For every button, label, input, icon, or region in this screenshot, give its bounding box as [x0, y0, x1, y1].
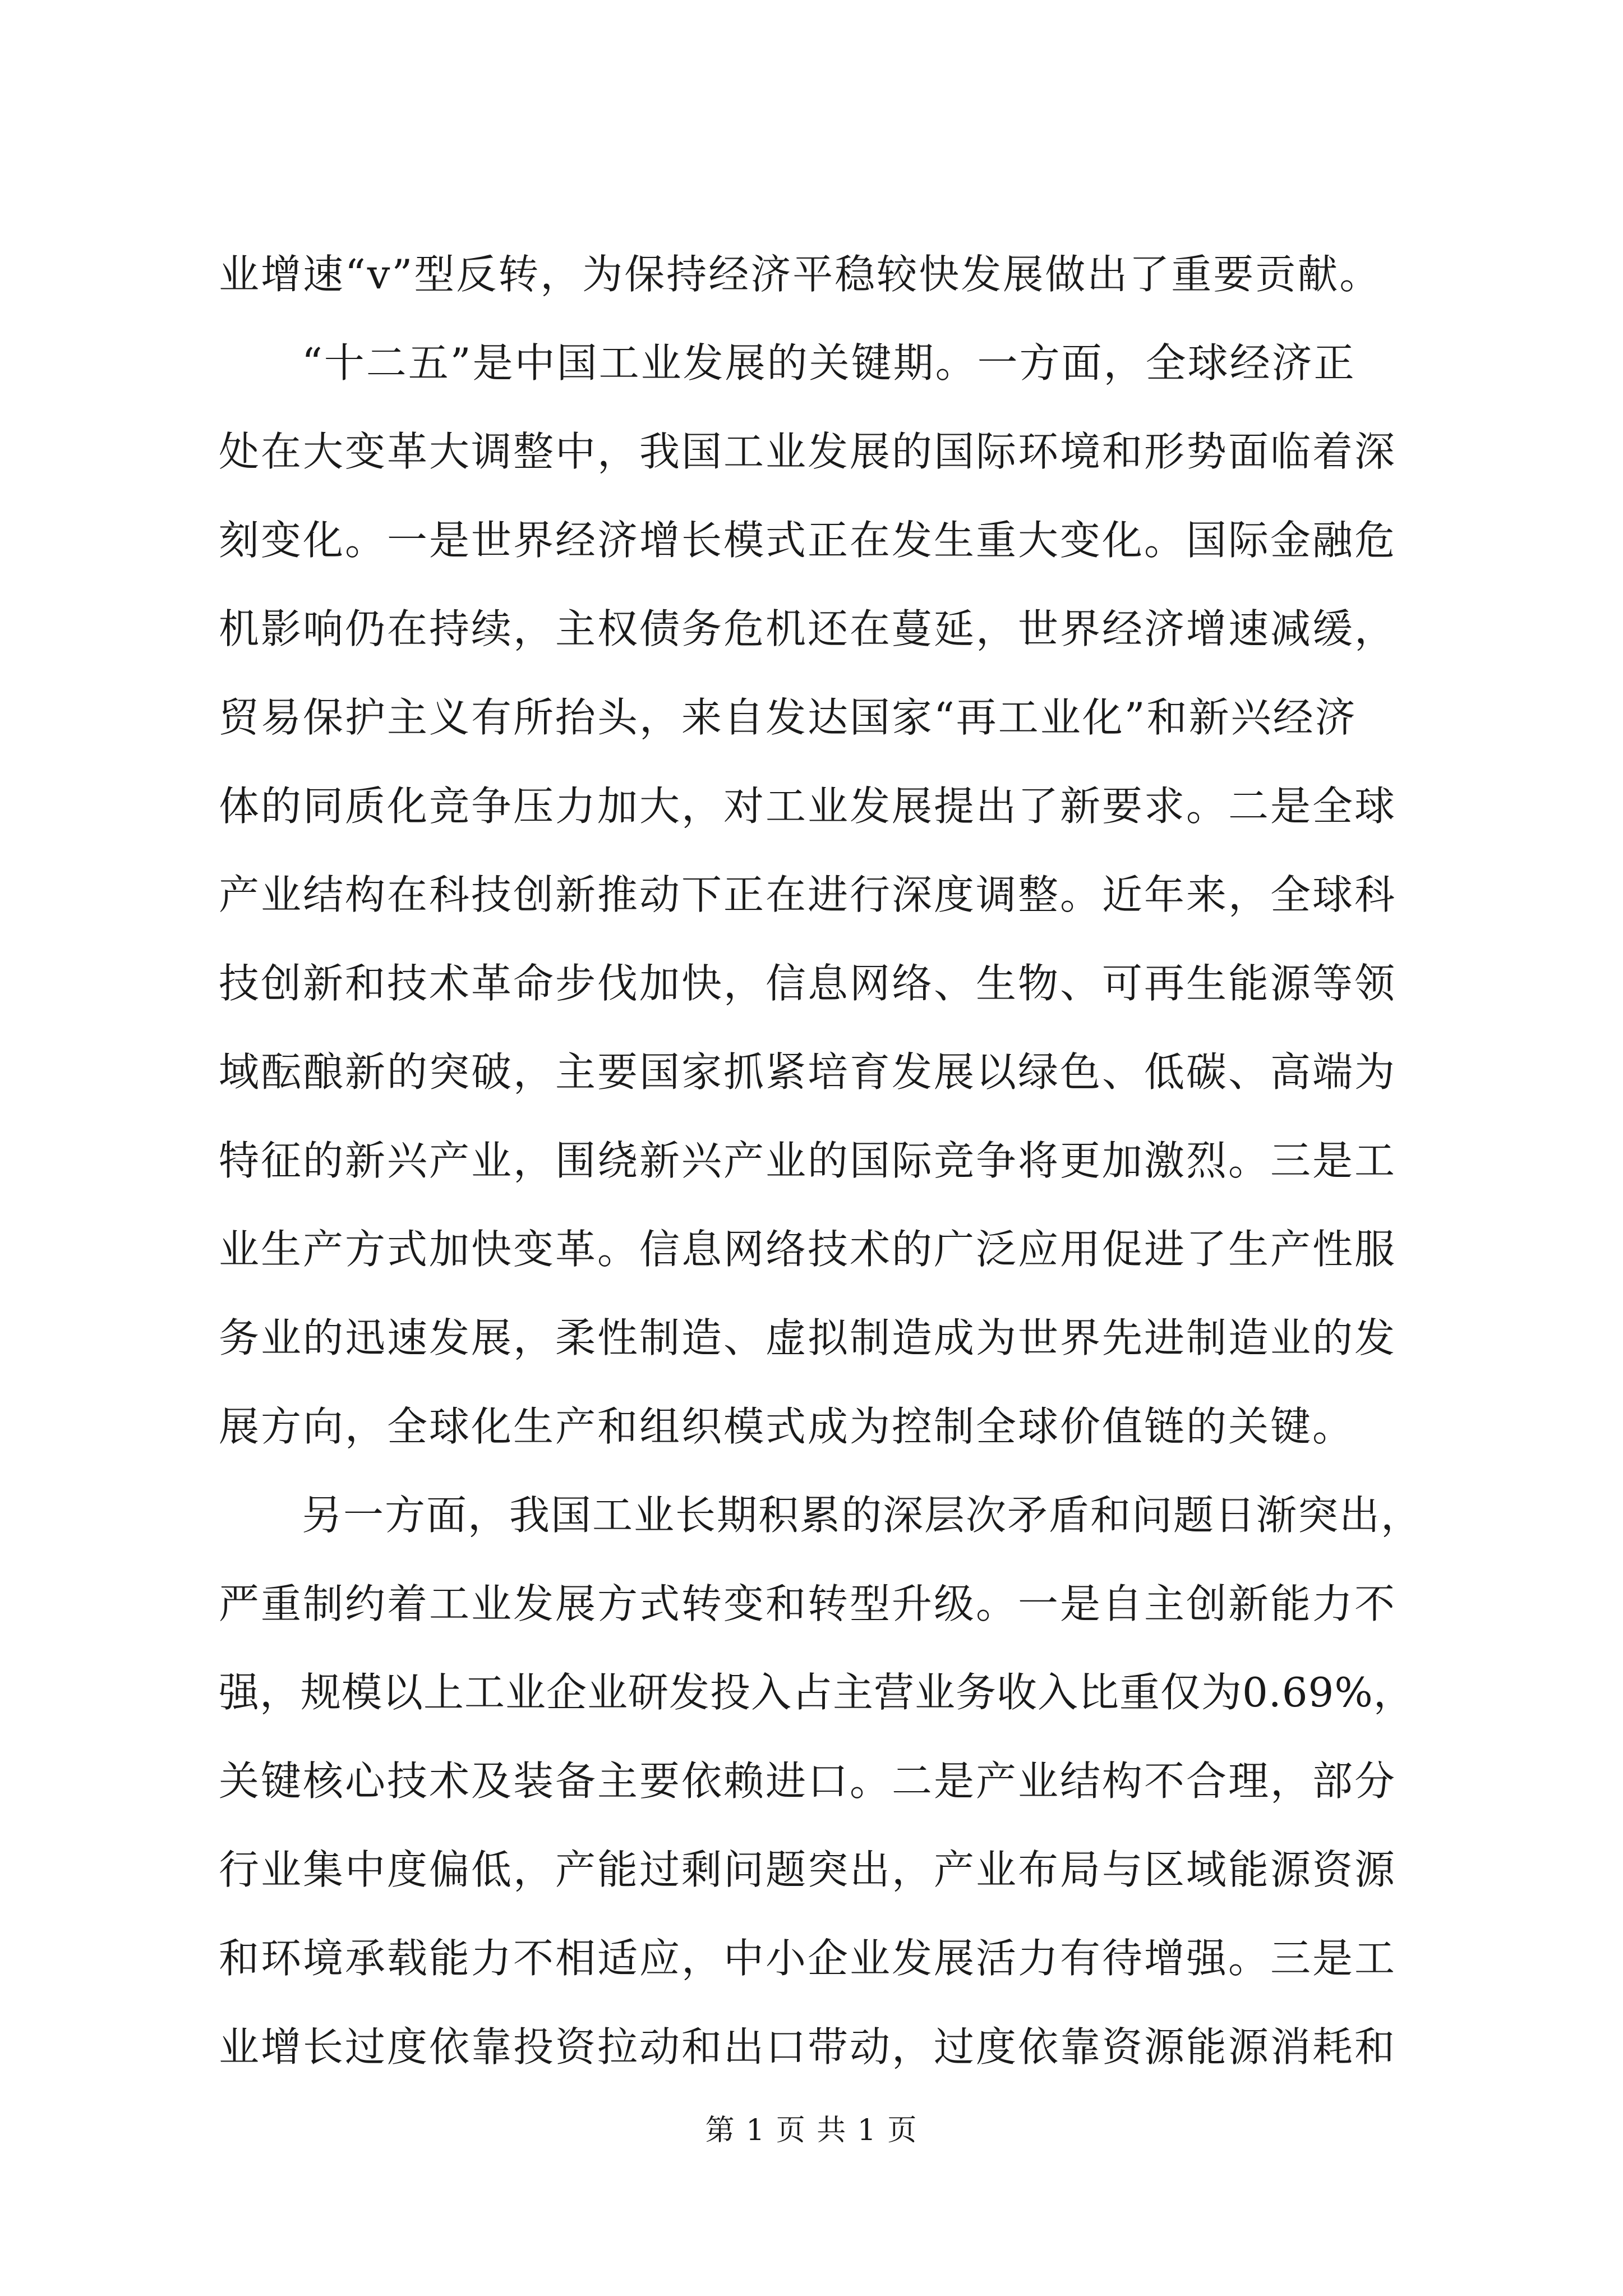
text-line: 域酝酿新的突破，主要国家抓紧培育发展以绿色、低碳、高端为: [219, 1048, 1397, 1096]
document-body: [219, 230, 1430, 2091]
text-line: “十二五”是中国工业发展的关键期。一方面，全球经济正: [302, 339, 1356, 386]
text-line: 刻变化。一是世界经济增长模式正在发生重大变化。国际金融危: [219, 517, 1397, 564]
text-line: 体的同质化竞争压力加大，对工业发展提出了新要求。二是全球: [219, 783, 1397, 830]
text-line: 机影响仍在持续，主权债务危机还在蔓延，世界经济增速减缓，: [219, 605, 1397, 652]
text-line: 关键核心技术及装备主要依赖进口。二是产业结构不合理，部分: [219, 1757, 1397, 1805]
text-line: 业生产方式加快变革。信息网络技术的广泛应用促进了生产性服: [219, 1226, 1397, 1273]
text-line: 产业结构在科技创新推动下正在进行深度调整。近年来，全球科: [219, 871, 1397, 918]
page-footer: 第 1 页 共 1 页: [705, 2114, 918, 2147]
text-line: 另一方面，我国工业长期积累的深层次矛盾和问题日渐突出，: [302, 1492, 1423, 1539]
text-line: 业增速“v”型反转，为保持经济平稳较快发展做出了重要贡献。: [219, 251, 1382, 298]
text-line: 强，规模以上工业企业研发投入占主营业务收入比重仅为0.69%，: [219, 1669, 1414, 1716]
text-line: 行业集中度偏低，产能过剩问题突出，产业布局与区域能源资源: [219, 1846, 1397, 1893]
text-line: 贸易保护主义有所抬头，来自发达国家“再工业化”和新兴经济: [219, 694, 1357, 741]
text-line: 和环境承载能力不相适应，中小企业发展活力有待增强。三是工: [219, 1935, 1397, 1982]
text-line: 务业的迅速发展，柔性制造、虚拟制造成为世界先进制造业的发: [219, 1314, 1397, 1361]
text-line: 技创新和技术革命步伐加快，信息网络、生物、可再生能源等领: [219, 960, 1397, 1007]
text-line: 业增长过度依靠投资拉动和出口带动，过度依靠资源能源消耗和: [219, 2023, 1397, 2070]
text-line: 处在大变革大调整中，我国工业发展的国际环境和形势面临着深: [219, 428, 1397, 475]
text-line: 特征的新兴产业，围绕新兴产业的国际竞争将更加激烈。三是工: [219, 1137, 1397, 1184]
text-line: 展方向，全球化生产和组织模式成为控制全球价值链的关键。: [219, 1403, 1355, 1450]
text-line: 严重制约着工业发展方式转变和转型升级。一是自主创新能力不: [219, 1580, 1397, 1627]
